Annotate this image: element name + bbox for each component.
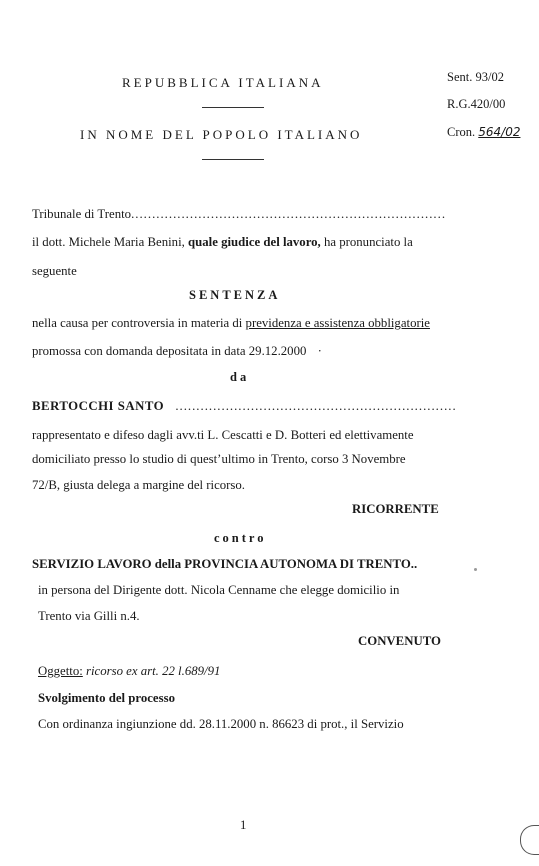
from-heading: da [230,370,250,384]
against-heading: contro [214,531,267,545]
header-rule-1 [202,107,264,108]
defendant-representation-2: Trento via Gilli n.4. [38,609,140,623]
defendant-representation-1: in persona del Dirigente dott. Nicola Cenname che elegge domicilio in [38,583,400,597]
case-line [32,316,430,331]
judge-line [32,235,413,250]
plaintiff-representation-2: domiciliato presso lo studio di quest’ultimo in Trento, corso 3 Novembre [32,452,406,466]
plaintiff-role: RICORRENTE [352,502,439,516]
judge-name: il dott. Michele Maria Benini, [32,235,185,249]
chronology-label: Cron. [447,125,476,139]
proceedings-text: Con ordinanza ingiunzione dd. 28.11.2000 n. 86623 di prot., il Servizio [38,717,404,731]
subject-label: Oggetto: [38,664,83,678]
filing-text: promossa con domanda depositata in data 29.12.2000 [32,344,307,358]
court-dots: ........................................................................... [131,207,447,221]
following-word: seguente [32,264,77,278]
plaintiff-line [32,399,457,414]
plaintiff-representation-1: rappresentato e difeso dagli avv.ti L. Cescatti e D. Botteri ed elettivamente [32,428,414,442]
republic-heading: REPUBBLICA ITALIANA [122,75,324,90]
case-subject: previdenza e assistenza obbligatorie [245,316,430,330]
plaintiff-representation-3: 72/B, giusta delega a margine del ricorso. [32,478,245,492]
header-rule-2 [202,159,264,160]
filing-line [32,344,322,359]
plaintiff-name: BERTOCCHI SANTO [32,399,165,413]
scan-speck [474,568,477,571]
court-line [32,207,446,222]
scan-margin-mark [520,825,539,855]
chronology-number [447,125,520,140]
judge-role: quale giudice del lavoro, [188,235,321,249]
sentence-heading: SENTENZA [189,288,281,302]
case-prefix: nella causa per controversia in materia di [32,316,243,330]
filing-mark: · [317,344,322,358]
page-number: 1 [240,818,247,832]
plaintiff-dots: ................................................................... [175,399,457,413]
judge-suffix: ha pronunciato la [323,235,413,249]
proceedings-heading: Svolgimento del processo [38,691,175,705]
court-name: Tribunale di Trento [32,207,132,221]
chronology-handwritten-value: 564/02 [478,125,521,139]
defendant-role: CONVENUTO [358,634,441,648]
people-heading: IN NOME DEL POPOLO ITALIANO [80,127,363,142]
general-register-number: R.G.420/00 [447,97,506,111]
defendant-name: SERVIZIO LAVORO della PROVINCIA AUTONOMA DI TRENTO.. [32,557,418,571]
subject-value: ricorso ex art. 22 l.689/91 [86,664,221,678]
sentence-number: Sent. 93/02 [447,70,504,84]
subject-line [38,664,220,679]
